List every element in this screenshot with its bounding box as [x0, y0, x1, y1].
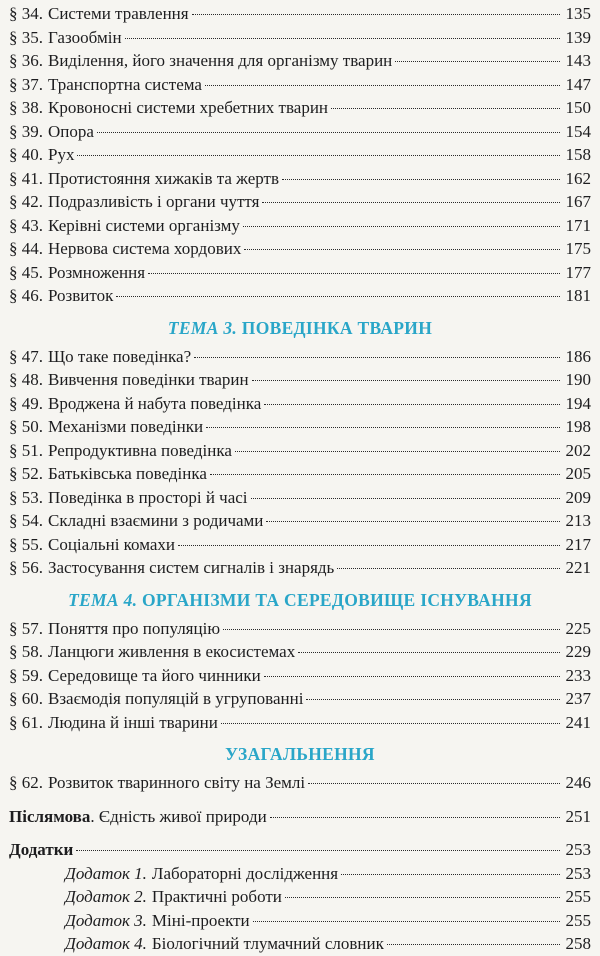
dot-leader: [270, 817, 560, 818]
dot-leader: [244, 249, 560, 250]
table-of-contents: [9, 2, 591, 956]
section-title: Механізми поведінки: [48, 417, 204, 436]
page-number: 255: [565, 887, 591, 906]
appendix-list: [9, 862, 591, 956]
page-number: 158: [565, 145, 591, 164]
toc-row[interactable]: [9, 617, 591, 641]
section-title: Нервова система хордових: [48, 239, 242, 258]
toc-row[interactable]: [9, 711, 591, 735]
appendix-label: Додаток 2.: [65, 887, 147, 906]
section-title: Розмноження: [48, 262, 146, 282]
dot-leader: [331, 108, 560, 109]
toc-row[interactable]: [9, 143, 591, 167]
page-number: 171: [565, 215, 591, 235]
section-number: § 45.: [9, 262, 43, 282]
section-number: § 59.: [9, 665, 43, 685]
section-number: § 40.: [9, 145, 43, 164]
toc-row[interactable]: [9, 214, 591, 238]
section-number: § 62.: [9, 773, 43, 792]
toc-group-theme2: [9, 2, 591, 308]
dot-leader: [308, 783, 560, 784]
toc-row[interactable]: [9, 392, 591, 416]
section-title: Складні взаємини з родичами: [48, 511, 264, 530]
section-number: § 46.: [9, 286, 43, 305]
page-number: 139: [565, 27, 591, 47]
page-number: 233: [565, 665, 591, 685]
section-title: Взаємодія популяцій в угрупованні: [48, 689, 304, 708]
afterword-title: . Єдність живої природи: [90, 806, 267, 826]
section-title: Подразливість і органи чуття: [48, 192, 260, 211]
dot-leader: [97, 132, 560, 133]
appendix-label: Додаток 4.: [65, 934, 147, 953]
toc-row[interactable]: [9, 49, 591, 73]
section-title: Виділення, його значення для організму тварин: [48, 51, 393, 70]
toc-row[interactable]: [9, 771, 591, 795]
dot-leader: [285, 897, 560, 898]
summary-heading-text: УЗАГАЛЬНЕННЯ: [225, 744, 375, 764]
page-number: 251: [565, 806, 591, 826]
dot-leader: [76, 850, 560, 851]
page-number: 202: [565, 440, 591, 460]
page-number: 205: [565, 464, 591, 483]
section-title: Репродуктивна поведінка: [48, 440, 232, 460]
section-title: Керівні системи організму: [48, 215, 240, 235]
page-number: 253: [565, 863, 591, 883]
appendices-row[interactable]: [9, 838, 591, 862]
page-number: 221: [565, 558, 591, 577]
section-number: § 48.: [9, 370, 43, 389]
dot-leader: [243, 226, 560, 227]
section-title: Вивчення поведінки тварин: [48, 370, 249, 389]
page-number: 154: [565, 121, 591, 141]
toc-row[interactable]: [9, 167, 591, 191]
dot-leader: [341, 874, 560, 875]
dot-leader: [252, 380, 560, 381]
dot-leader: [235, 451, 560, 452]
section-title: Середовище та його чинники: [48, 665, 261, 685]
toc-row[interactable]: [9, 486, 591, 510]
dot-leader: [77, 155, 560, 156]
page-number: 186: [565, 346, 591, 366]
page-number: 198: [565, 417, 591, 436]
section-number: § 51.: [9, 440, 43, 460]
dot-leader: [205, 85, 560, 86]
theme-3-name: ПОВЕДІНКА ТВАРИН: [241, 317, 433, 338]
section-number: § 39.: [9, 121, 43, 141]
dot-leader: [116, 296, 560, 297]
section-title: Поведінка в просторі й часі: [48, 487, 248, 507]
page-number: 246: [565, 773, 591, 792]
section-number: § 50.: [9, 417, 43, 436]
section-title: Транспортна система: [48, 74, 202, 94]
page-number: 147: [565, 74, 591, 94]
dot-leader: [125, 38, 560, 39]
section-title: Батьківська поведінка: [48, 464, 207, 483]
section-title: Системи травлення: [48, 4, 189, 23]
theme-3-heading: [9, 314, 591, 342]
toc-row[interactable]: [9, 439, 591, 463]
dot-leader: [178, 545, 560, 546]
page-number: 229: [565, 642, 591, 661]
section-title: Що таке поведінка?: [48, 346, 192, 366]
dot-leader: [253, 921, 560, 922]
page-number: 167: [565, 192, 591, 211]
section-title: Ланцюги живлення в екосистемах: [48, 642, 296, 661]
dot-leader: [298, 652, 560, 653]
dot-leader: [266, 521, 560, 522]
dot-leader: [223, 629, 560, 630]
dot-leader: [262, 202, 560, 203]
dot-leader: [206, 427, 560, 428]
section-number: § 35.: [9, 27, 43, 47]
dot-leader: [306, 699, 560, 700]
toc-row[interactable]: [9, 261, 591, 285]
dot-leader: [264, 676, 560, 677]
toc-row[interactable]: [9, 687, 591, 711]
toc-row[interactable]: [9, 120, 591, 144]
section-title: Розвиток: [48, 286, 114, 305]
toc-row[interactable]: [9, 73, 591, 97]
toc-group-theme4: [9, 617, 591, 735]
theme-3-label: ТЕМА 3.: [167, 317, 238, 338]
appendix-label: Додаток 3.: [65, 910, 147, 930]
dot-leader: [387, 944, 560, 945]
section-number: § 42.: [9, 192, 43, 211]
appendix-title: Біологічний тлумачний словник: [151, 934, 384, 953]
toc-row[interactable]: [9, 237, 591, 261]
page-number: 255: [565, 910, 591, 930]
toc-row[interactable]: [9, 26, 591, 50]
section-number: § 34.: [9, 4, 43, 23]
toc-row[interactable]: [9, 284, 591, 308]
page-number: 177: [565, 262, 591, 282]
dot-leader: [210, 474, 560, 475]
summary-heading: [9, 740, 591, 768]
toc-row[interactable]: [9, 2, 591, 26]
toc-row[interactable]: [9, 368, 591, 392]
toc-row[interactable]: [9, 190, 591, 214]
section-number: § 56.: [9, 558, 43, 577]
appendix-row[interactable]: [9, 909, 591, 933]
section-number: § 44.: [9, 239, 43, 258]
section-title: Соціальні комахи: [48, 534, 176, 554]
page-number: 194: [565, 393, 591, 413]
page-number: 253: [565, 840, 591, 859]
appendix-title: Практичні роботи: [151, 887, 282, 906]
section-number: § 43.: [9, 215, 43, 235]
theme-4-name: ОРГАНІЗМИ ТА СЕРЕДОВИЩЕ ІСНУВАННЯ: [141, 589, 532, 610]
appendix-row[interactable]: [9, 932, 591, 956]
page-number: 175: [565, 239, 591, 258]
dot-leader: [264, 404, 560, 405]
section-number: § 37.: [9, 74, 43, 94]
section-number: § 36.: [9, 51, 43, 70]
page-number: 258: [565, 934, 591, 953]
dot-leader: [282, 179, 560, 180]
toc-row[interactable]: [9, 664, 591, 688]
toc-row[interactable]: [9, 509, 591, 533]
section-title: Рух: [48, 145, 75, 164]
appendices-heading: Додатки: [9, 840, 74, 859]
section-number: § 57.: [9, 618, 43, 638]
dot-leader: [194, 357, 560, 358]
page-number: 241: [565, 712, 591, 732]
page-number: 150: [565, 98, 591, 117]
toc-row[interactable]: [9, 533, 591, 557]
section-number: § 47.: [9, 346, 43, 366]
section-title: Вроджена й набута поведінка: [48, 393, 262, 413]
section-number: § 49.: [9, 393, 43, 413]
section-title: Протистояння хижаків та жертв: [48, 168, 279, 188]
dot-leader: [192, 14, 560, 15]
appendix-label: Додаток 1.: [65, 863, 147, 883]
afterword-label: Післямова: [9, 806, 91, 826]
section-number: § 61.: [9, 712, 43, 732]
section-title: Поняття про популяцію: [48, 618, 221, 638]
section-title: Кровоносні системи хребетних тварин: [48, 98, 329, 117]
section-number: § 55.: [9, 534, 43, 554]
page-number: 162: [565, 168, 591, 188]
toc-row[interactable]: [9, 462, 591, 486]
dot-leader: [251, 498, 560, 499]
page-number: 181: [565, 286, 591, 305]
page-number: 217: [565, 534, 591, 554]
theme-4-label: ТЕМА 4.: [68, 589, 138, 610]
section-title: Застосування систем сигналів і знарядь: [48, 558, 335, 577]
afterword-row[interactable]: [9, 805, 591, 829]
dot-leader: [395, 61, 560, 62]
toc-group-theme3: [9, 345, 591, 580]
dot-leader: [337, 568, 560, 569]
dot-leader: [221, 723, 560, 724]
section-title: Людина й інші тварини: [48, 712, 218, 732]
section-number: § 38.: [9, 98, 43, 117]
toc-row[interactable]: [9, 96, 591, 120]
section-number: § 41.: [9, 168, 43, 188]
page-number: 237: [565, 689, 591, 708]
section-title: Газообмін: [48, 27, 122, 47]
section-number: § 58.: [9, 642, 43, 661]
section-number: § 52.: [9, 464, 43, 483]
page-number: 135: [565, 4, 591, 23]
dot-leader: [148, 273, 560, 274]
theme-4-heading: [9, 586, 591, 614]
toc-row[interactable]: [9, 640, 591, 664]
toc-row[interactable]: [9, 556, 591, 580]
page-number: 143: [565, 51, 591, 70]
section-number: § 54.: [9, 511, 43, 530]
appendix-title: Міні-проекти: [151, 910, 250, 930]
section-title: Розвиток тваринного світу на Землі: [48, 773, 306, 792]
page-number: 209: [565, 487, 591, 507]
toc-row[interactable]: [9, 345, 591, 369]
section-title: Опора: [48, 121, 94, 141]
toc-row[interactable]: [9, 415, 591, 439]
page-number: 225: [565, 618, 591, 638]
appendix-title: Лабораторні дослідження: [151, 863, 339, 883]
section-number: § 60.: [9, 689, 43, 708]
page-number: 190: [565, 370, 591, 389]
appendix-row[interactable]: [9, 885, 591, 909]
appendix-row[interactable]: [9, 862, 591, 886]
section-number: § 53.: [9, 487, 43, 507]
page-number: 213: [565, 511, 591, 530]
